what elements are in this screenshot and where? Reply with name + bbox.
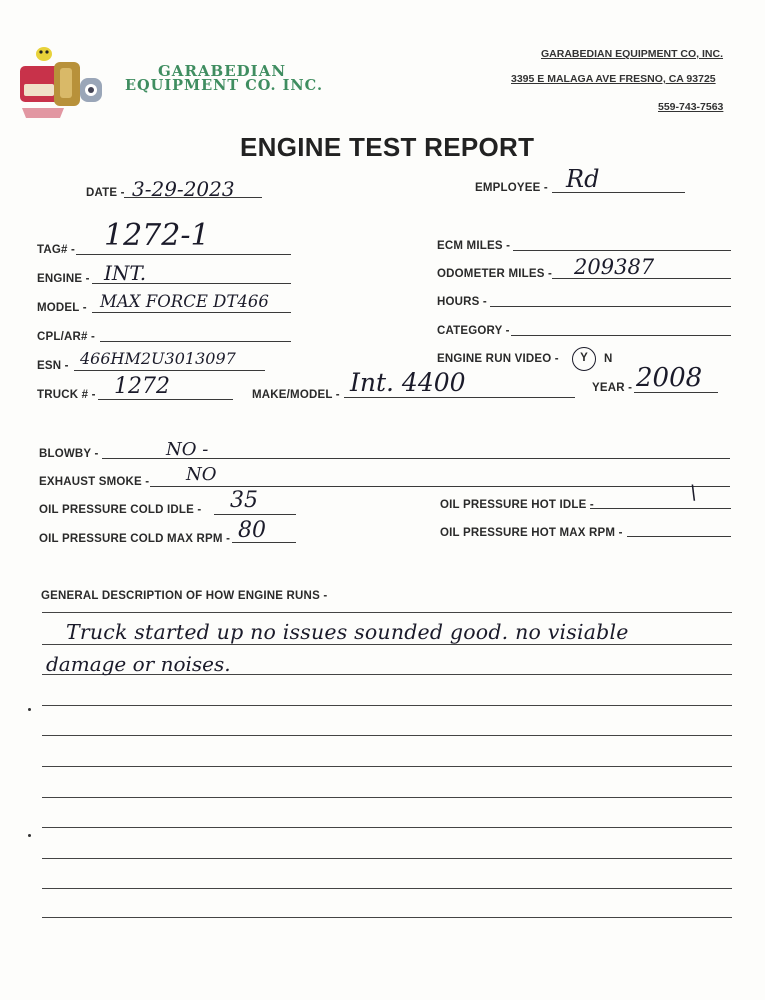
truck-label: TRUCK # - — [37, 389, 96, 401]
model-line — [92, 312, 291, 313]
cpl-ar-label: CPL/AR# - — [37, 331, 96, 343]
oil-pressure-hot-idle-label: OIL PRESSURE HOT IDLE - — [440, 499, 594, 511]
description-rule — [42, 797, 732, 798]
model-value: MAX FORCE DT466 — [100, 292, 269, 311]
date-label: DATE - — [86, 187, 125, 199]
exhaust-smoke-value: NO — [186, 464, 217, 485]
model-label: MODEL - — [37, 302, 87, 314]
employee-signature: Rd — [566, 165, 600, 193]
oil-pressure-cold-max-rpm-label: OIL PRESSURE COLD MAX RPM - — [39, 533, 231, 545]
oil-pressure-cold-idle-line — [214, 514, 296, 515]
ecm-miles-label: ECM MILES - — [437, 240, 511, 252]
description-rule — [42, 735, 732, 736]
year-value: 2008 — [636, 363, 703, 393]
description-rule — [42, 858, 732, 859]
tag-label: TAG# - — [37, 244, 76, 256]
address-street: 3395 E MALAGA AVE FRESNO, CA 93725 — [511, 73, 716, 85]
oil-pressure-hot-idle-value: \ — [690, 480, 697, 504]
description-line-2: damage or noises. — [46, 652, 231, 676]
oil-pressure-cold-idle-label: OIL PRESSURE COLD IDLE - — [39, 504, 202, 516]
oil-pressure-hot-idle-line — [590, 508, 731, 509]
address-company: GARABEDIAN EQUIPMENT CO, INC. — [541, 48, 724, 60]
engine-run-video-yes-option[interactable] — [572, 347, 596, 371]
tag-line — [76, 254, 291, 255]
hours-label: HOURS - — [437, 296, 487, 308]
make-model-label: MAKE/MODEL - — [252, 389, 340, 401]
category-label: CATEGORY - — [437, 325, 510, 337]
cpl-ar-line — [100, 341, 291, 342]
oil-pressure-cold-max-rpm-value: 80 — [238, 518, 266, 543]
ecm-miles-line — [513, 250, 731, 251]
description-rule — [42, 766, 732, 767]
esn-value: 466HM2U3013097 — [80, 349, 236, 368]
date-value: 3-29-2023 — [132, 177, 235, 201]
description-rule — [42, 705, 732, 706]
description-rule — [42, 888, 732, 889]
punch-mark — [28, 708, 31, 711]
blowby-label: BLOWBY - — [39, 448, 99, 460]
employee-label: EMPLOYEE - — [475, 182, 548, 194]
engine-value: INT. — [104, 261, 147, 285]
company-logo — [14, 38, 114, 123]
engine-run-video-yes-label: Y — [580, 352, 588, 364]
description-line-1: Truck started up no issues sounded good. no visiable — [66, 620, 629, 644]
esn-line — [74, 370, 265, 371]
odometer-miles-label: ODOMETER MILES - — [437, 268, 553, 280]
exhaust-smoke-line — [150, 486, 730, 487]
exhaust-smoke-label: EXHAUST SMOKE - — [39, 476, 150, 488]
make-model-line — [344, 397, 575, 398]
tag-value: 1272-1 — [104, 218, 210, 253]
engine-run-video-label: ENGINE RUN VIDEO - — [437, 353, 559, 365]
general-description-label: GENERAL DESCRIPTION OF HOW ENGINE RUNS - — [41, 590, 328, 602]
truck-value: 1272 — [114, 374, 170, 399]
oil-pressure-hot-max-rpm-line — [627, 536, 731, 537]
description-rule — [42, 827, 732, 828]
year-label: YEAR - — [592, 382, 633, 394]
esn-label: ESN - — [37, 360, 69, 372]
company-mascot-logo-icon — [14, 38, 114, 123]
hours-line — [490, 306, 731, 307]
odometer-miles-value: 209387 — [574, 255, 655, 279]
truck-line — [98, 399, 233, 400]
address-phone: 559-743-7563 — [658, 101, 724, 113]
blowby-value: NO - — [166, 439, 209, 460]
page-title: ENGINE TEST REPORT — [240, 132, 535, 162]
company-name-line2: EQUIPMENT CO. INC. — [125, 77, 323, 94]
description-rule — [42, 612, 732, 613]
punch-mark — [28, 834, 31, 837]
description-rule — [42, 917, 732, 918]
description-rule — [42, 644, 732, 645]
company-name-line1: GARABEDIAN — [158, 62, 287, 80]
make-model-value: Int. 4400 — [350, 368, 466, 397]
category-line — [511, 335, 731, 336]
engine-label: ENGINE - — [37, 273, 90, 285]
oil-pressure-cold-idle-value: 35 — [230, 488, 258, 513]
engine-run-video-no-option[interactable]: N — [604, 353, 613, 365]
oil-pressure-hot-max-rpm-label: OIL PRESSURE HOT MAX RPM - — [440, 527, 623, 539]
